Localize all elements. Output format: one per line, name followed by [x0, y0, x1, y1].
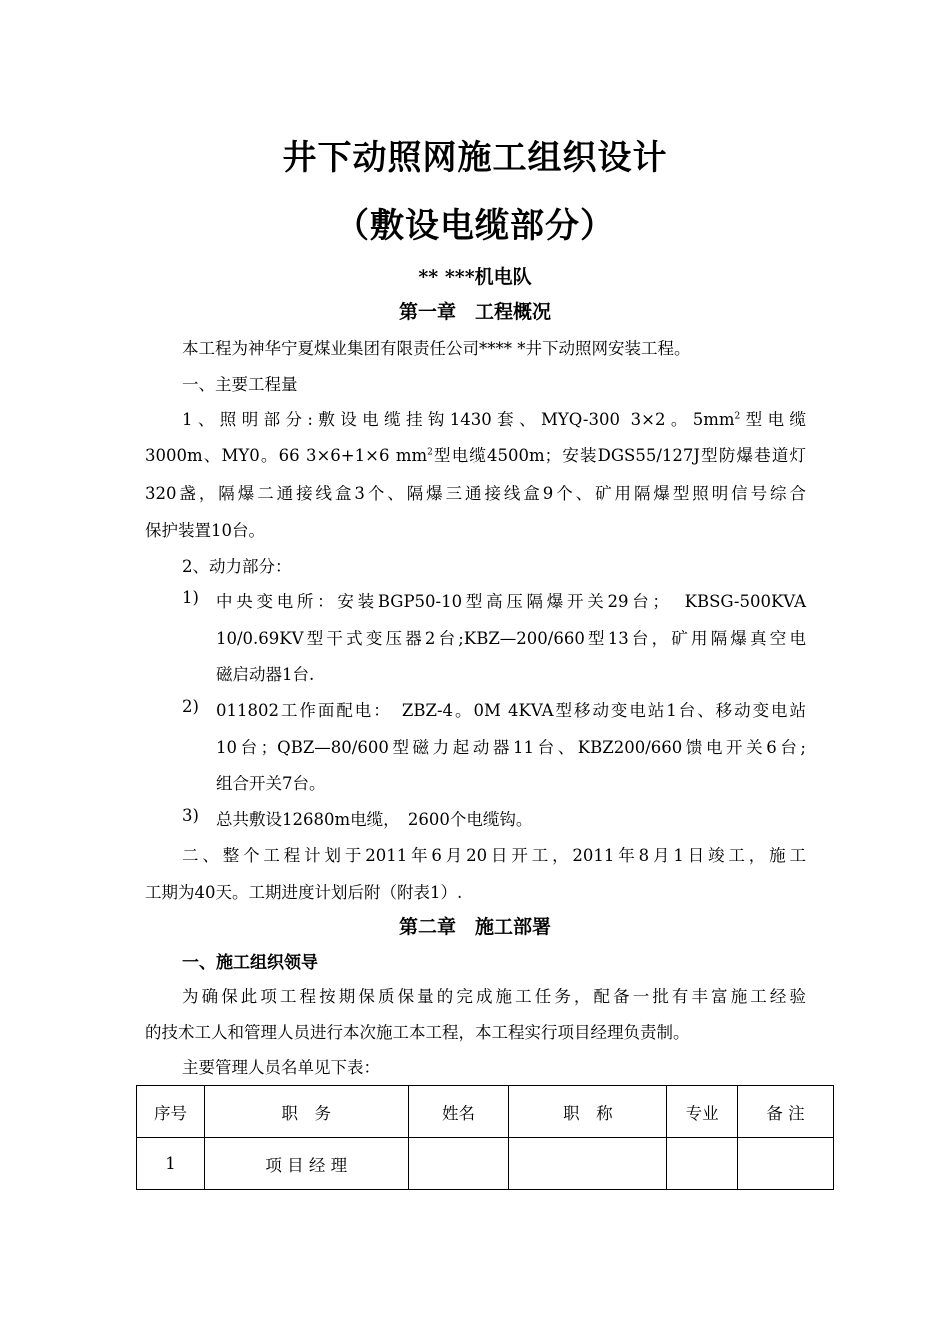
- chapter1-heading: 第一章 工程概况: [398, 301, 551, 323]
- table-row: [137, 1138, 834, 1190]
- doc-title: 井下动照网施工组织设计: [282, 138, 668, 178]
- table-header-cell: 备 注: [738, 1086, 834, 1138]
- table-cell: [408, 1138, 509, 1190]
- section-title: 一、主要工程量: [182, 375, 298, 394]
- subitem-line: 磁启动器1台.: [216, 665, 315, 684]
- table-header-cell: 序号: [137, 1086, 205, 1138]
- table-cell: [509, 1138, 667, 1190]
- subitem-line: 011802工作面配电： ZBZ-4。0M 4KVA型移动变电站1台、移动变电站: [216, 701, 806, 720]
- subitem-line: 组合开关7台。: [216, 774, 326, 793]
- table-cell: 项 目 经 理: [204, 1138, 408, 1190]
- subitem-line: 10台；QBZ—80/600型磁力起动器11台、KBZ200/660馈电开关6台;: [216, 738, 806, 757]
- item1-line3: 320盏，隔爆二通接线盒3个、隔爆三通接线盒9个、矿用隔爆型照明信号综合: [145, 484, 806, 503]
- table-header-row: [137, 1086, 834, 1138]
- schedule-line1: 二、整个工程计划于2011年6月20日开工，2011年8月1日竣工，施工: [182, 846, 806, 865]
- doc-subtitle: （敷设电缆部分）: [335, 206, 615, 246]
- item1-line4: 保护装置10台。: [145, 521, 265, 540]
- table-header-cell: 专业: [667, 1086, 738, 1138]
- table-header-cell: 职 称: [509, 1086, 667, 1138]
- table-header-cell: 职 务: [204, 1086, 408, 1138]
- org-para-line2: 的技术工人和管理人员进行本次施工本工程，本工程实行项目经理负责制。: [145, 1023, 690, 1042]
- subitem-line: 总共敷设12680m电缆， 2600个电缆钩。: [216, 810, 533, 829]
- subitem-number: 2): [182, 697, 199, 716]
- org-para-line1: 为确保此项工程按期保质保量的完成施工任务，配备一批有丰富施工经验: [182, 987, 806, 1006]
- table-cell: [667, 1138, 738, 1190]
- chapter2-heading: 第二章 施工部署: [398, 916, 551, 938]
- item1-line1: 1、照明部分:敷设电缆挂钩1430套、MYQ-300 3×2。$5mm^2$型电缆: [182, 410, 806, 429]
- intro-text: 本工程为神华宁夏煤业集团有限责任公司**** *井下动照网安装工程。: [182, 339, 691, 358]
- subitem-number: 1): [182, 588, 199, 607]
- table-cell: 1: [137, 1138, 205, 1190]
- subitem-number: 3): [182, 806, 199, 825]
- subitem-line: 10/0.69KV型干式变压器2台;KBZ—200/660型13台，矿用隔爆真空电: [216, 629, 806, 648]
- table-intro: 主要管理人员名单见下表：: [182, 1058, 380, 1077]
- unit-name: ** ***机电队: [418, 266, 532, 288]
- item1-line2: 3000m、MY0。66 3×6+1×6 $mm^2$型电缆4500m；安装DGS55/127J型防爆巷道灯: [145, 446, 806, 465]
- schedule-line2: 工期为40天。工期进度计划后附（附表1）.: [145, 883, 463, 902]
- item2-title: 2、动力部分：: [182, 557, 292, 576]
- table-header-cell: 姓名: [408, 1086, 509, 1138]
- table-cell: [738, 1138, 834, 1190]
- subitem-line: 中央变电所：安装BGP50-10型高压隔爆开关29台； KBSG-500KVA: [216, 592, 806, 611]
- section-title-bold: 一、施工组织领导: [182, 953, 318, 973]
- staff-table: [136, 1085, 834, 1190]
